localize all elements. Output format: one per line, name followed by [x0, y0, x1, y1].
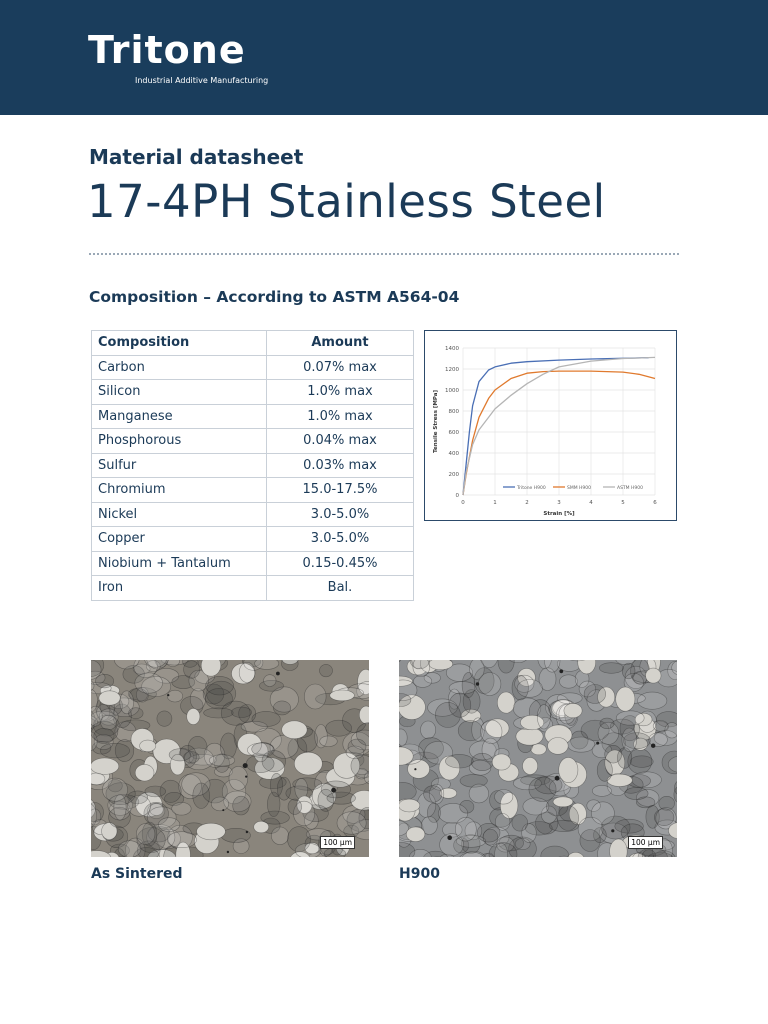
page-title: 17-4PH Stainless Steel	[87, 175, 606, 228]
y-tick-label: 1200	[445, 367, 459, 373]
brand-tagline: Industrial Additive Manufacturing	[135, 76, 269, 85]
micrograph-image	[91, 660, 369, 857]
table-row	[92, 502, 414, 527]
y-tick-label: 1000	[445, 388, 459, 394]
element-cell: Phosphorous	[92, 429, 267, 454]
micrograph-image	[399, 660, 677, 857]
column-header-composition: Composition	[92, 331, 267, 356]
element-cell: Niobium + Tantalum	[92, 551, 267, 576]
x-axis-label: Strain [%]	[543, 511, 575, 517]
y-tick-label: 400	[448, 451, 459, 457]
amount-cell: 0.04% max	[267, 429, 414, 454]
micrograph-caption: As Sintered	[91, 866, 183, 882]
micrograph-as-sintered	[91, 660, 369, 857]
y-tick-label: 800	[448, 409, 459, 415]
element-cell: Chromium	[92, 478, 267, 503]
x-tick-label: 6	[653, 500, 657, 506]
micrograph-h900	[399, 660, 677, 857]
x-tick-label: 0	[461, 500, 465, 506]
element-cell: Iron	[92, 576, 267, 601]
amount-cell: 3.0-5.0%	[267, 502, 414, 527]
composition-table	[91, 330, 414, 601]
table-row	[92, 429, 414, 454]
y-tick-label: 0	[455, 493, 459, 499]
table-header-row	[92, 331, 414, 356]
y-tick-label: 1400	[445, 346, 459, 352]
amount-cell: 1.0% max	[267, 380, 414, 405]
dotted-divider	[89, 253, 679, 255]
x-tick-label: 2	[525, 500, 529, 506]
series-line	[463, 358, 649, 495]
table-row	[92, 453, 414, 478]
legend-label: SMM H900	[567, 485, 592, 491]
amount-cell: 0.03% max	[267, 453, 414, 478]
amount-cell: 0.15-0.45%	[267, 551, 414, 576]
x-tick-label: 5	[621, 500, 625, 506]
element-cell: Copper	[92, 527, 267, 552]
element-cell: Manganese	[92, 404, 267, 429]
stress-strain-chart	[424, 330, 677, 521]
table-row	[92, 355, 414, 380]
table-row	[92, 380, 414, 405]
scale-bar-label: 100 µm	[628, 836, 663, 849]
table-row	[92, 576, 414, 601]
micrograph-caption: H900	[399, 866, 440, 882]
brand-name: Tritone	[88, 28, 246, 72]
y-axis-label: Tensile Stress [MPa]	[433, 390, 439, 453]
element-cell: Sulfur	[92, 453, 267, 478]
table-row	[92, 404, 414, 429]
legend-label: ASTM H900	[617, 485, 643, 491]
element-cell: Silicon	[92, 380, 267, 405]
element-cell: Nickel	[92, 502, 267, 527]
x-tick-label: 3	[557, 500, 561, 506]
x-tick-label: 4	[589, 500, 593, 506]
document-type: Material datasheet	[89, 145, 304, 169]
amount-cell: 15.0-17.5%	[267, 478, 414, 503]
table-row	[92, 527, 414, 552]
column-header-amount: Amount	[267, 331, 414, 356]
x-tick-label: 1	[493, 500, 497, 506]
scale-bar-label: 100 µm	[320, 836, 355, 849]
tritone-logo	[88, 28, 278, 88]
page-header	[0, 0, 768, 115]
y-tick-label: 600	[448, 430, 459, 436]
section-title: Composition – According to ASTM A564-04	[89, 288, 460, 306]
amount-cell: 0.07% max	[267, 355, 414, 380]
amount-cell: 1.0% max	[267, 404, 414, 429]
table-row	[92, 478, 414, 503]
chart-svg	[425, 331, 678, 522]
y-tick-label: 200	[448, 472, 459, 478]
element-cell: Carbon	[92, 355, 267, 380]
legend-label: Tritone H900	[517, 485, 546, 491]
table-row	[92, 551, 414, 576]
amount-cell: Bal.	[267, 576, 414, 601]
amount-cell: 3.0-5.0%	[267, 527, 414, 552]
